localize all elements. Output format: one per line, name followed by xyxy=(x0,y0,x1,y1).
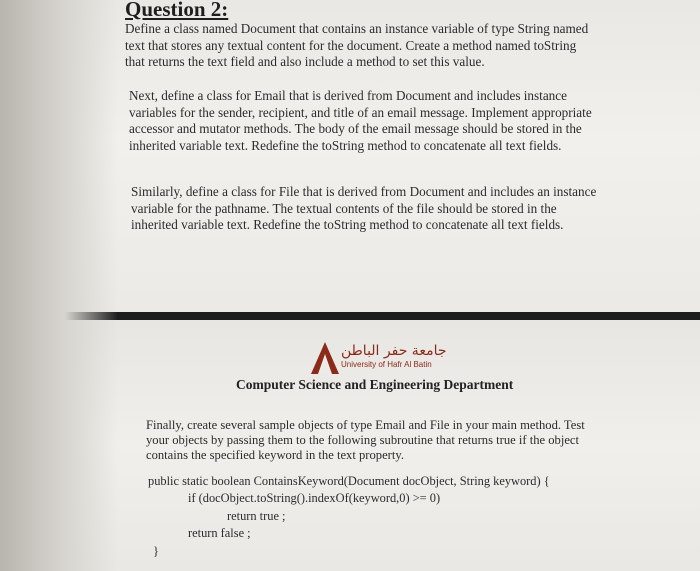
code-line-return-true: return true ; xyxy=(227,509,286,523)
department-heading: Computer Science and Engineering Department xyxy=(236,377,514,392)
code-line-close-brace: } xyxy=(153,544,159,558)
logo-english-text: University of Hafr Al Batin xyxy=(341,360,432,369)
code-line-if: if (docObject.toString().indexOf(keyword,0) >= 0) xyxy=(188,491,441,505)
code-line-return-false: return false ; xyxy=(188,526,251,540)
paragraph-email-class: Next, define a class for Email that is derived from Document and includes instance variables for the sender, recipient, and title of an email message. Implement appropriate accessor and mutator methods. The body of the email message should be stored in the inherited variable text. Redefine the toString method to concatenate all text fields. xyxy=(129,88,592,153)
question-title: Question 2: xyxy=(125,0,229,21)
paragraph-finally: Finally, create several sample objects of type Email and File in your main method. Test your objects by passing them to the following subroutine that returns true if the object contains the specified keyword in the text property. xyxy=(146,418,585,462)
logo-arabic-text: جامعة حفر الباطن xyxy=(341,343,447,359)
paragraph-file-class: Similarly, define a class for File that is derived from Document and includes an instance variable for the pathname. The textual contents of the file should be stored in the inherited variable text. Redefine the toString method to concatenate all text fields. xyxy=(131,184,597,232)
code-line-signature: public static boolean ContainsKeyword(Document docObject, String keyword) { xyxy=(148,474,550,488)
paragraph-document-class: Define a class named Document that contains an instance variable of type String named text that stores any textual content for the document. Create a method named toString that returns the text field and also include a method to set this value. xyxy=(125,21,589,69)
